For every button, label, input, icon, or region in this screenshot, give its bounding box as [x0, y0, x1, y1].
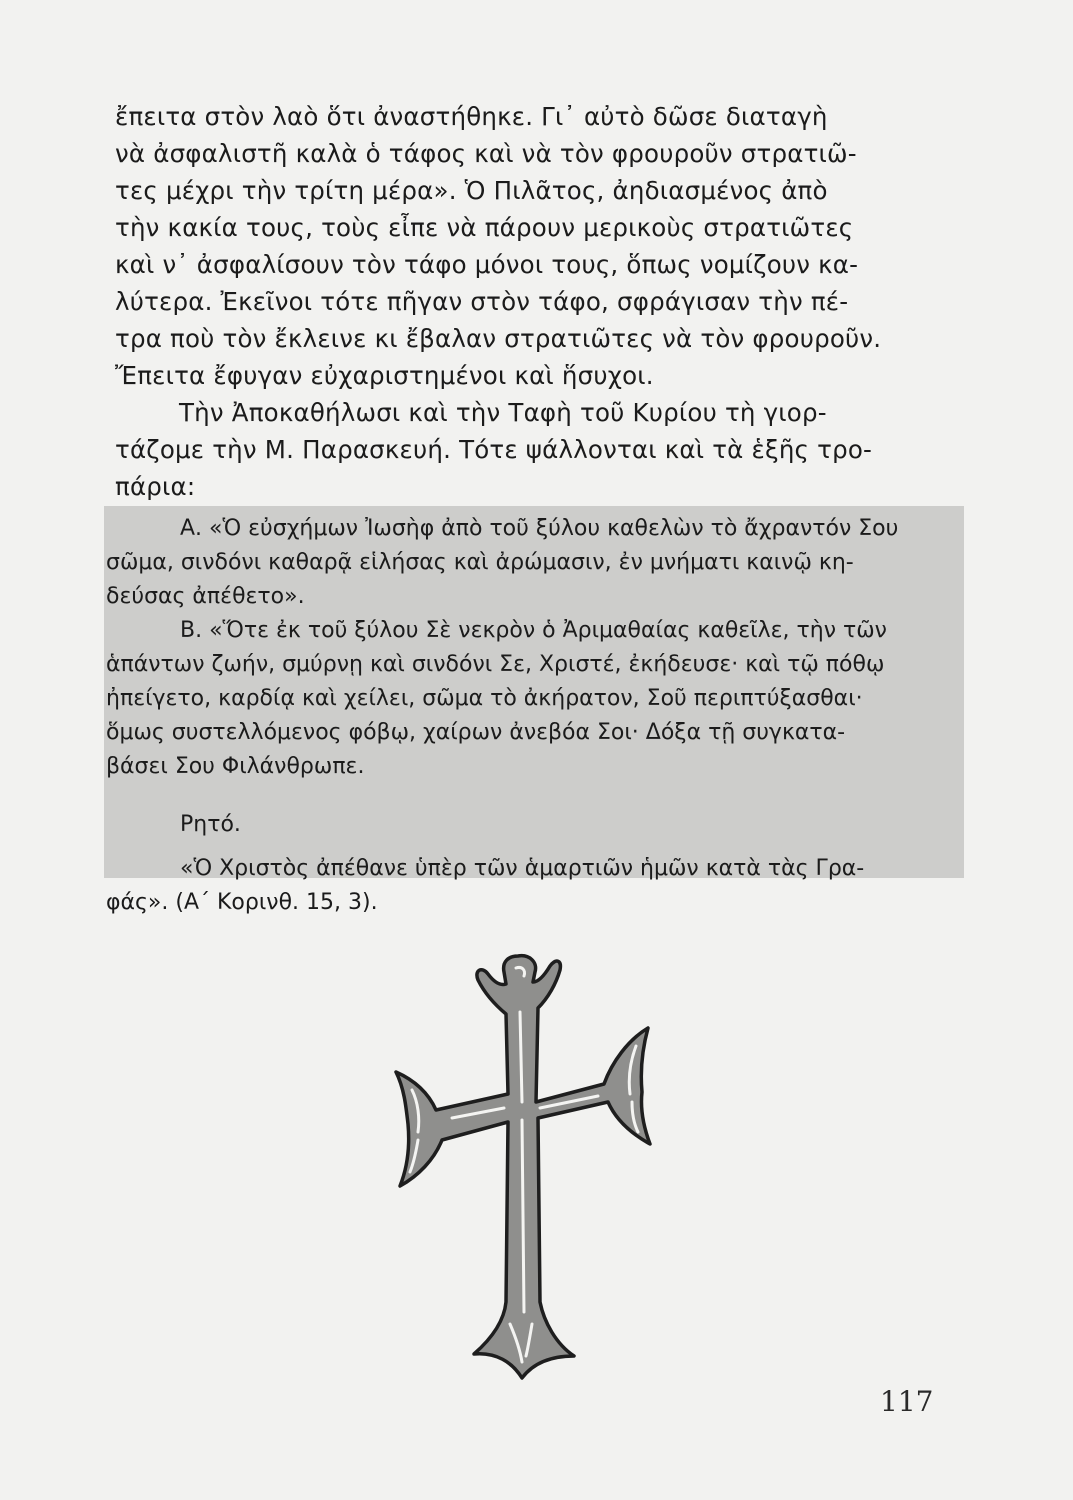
troparion-a-line: δεύσας ἀπέθετο».: [106, 584, 305, 609]
rhto-line: «Ὁ Χριστὸς ἀπέθανε ὑπὲρ τῶν ἁμαρτιῶν ἡμῶν κατὰ τὰς Γρα-: [180, 856, 865, 881]
cross-illustration: [392, 952, 660, 1382]
rhto-line: φάς». (Α΄ Κορινθ. 15, 3).: [106, 890, 378, 915]
main-text: [115, 98, 965, 505]
text-line: καὶ ν᾽ ἀσφαλίσουν τὸν τάφο μόνοι τους, ὅπως νομίζουν κα-: [115, 250, 859, 279]
text-line: τρα ποὺ τὸν ἔκλεινε κι ἔβαλαν στρατιῶτες νὰ τὸν φρουροῦν.: [115, 324, 882, 353]
text-line: τες μέχρι τὴν τρίτη μέρα». Ὁ Πιλᾶτος, ἀηδιασμένος ἀπὸ: [115, 176, 828, 205]
troparion-b-line: ἁπάντων ζωήν, σμύρνῃ καὶ σινδόνι Σε, Χριστέ, ἐκήδευσε· καὶ τῷ πόθῳ: [106, 652, 885, 677]
rhto-label: Ρητό.: [180, 812, 241, 837]
text-line: πάρια:: [115, 472, 196, 501]
text-line: λύτερα. Ἐκεῖνοι τότε πῆγαν στὸν τάφο, σφράγισαν τὴν πέ-: [115, 287, 849, 316]
troparion-b-line: ὅμως συστελλόμενος φόβῳ, χαίρων ἀνεβόα Σοι· Δόξα τῇ συγκατα-: [106, 720, 846, 745]
text-line: τὴν κακία τους, τοὺς εἶπε νὰ πάρουν μερικοὺς στρατιῶτες: [115, 213, 854, 242]
text-line: Ἔπειτα ἔφυγαν εὐχαριστημένοι καὶ ἥσυχοι.: [115, 361, 654, 390]
page-number: 117: [880, 1385, 934, 1418]
troparion-a-line: Α. «Ὁ εὐσχήμων Ἰωσὴφ ἀπὸ τοῦ ξύλου καθελὼν τὸ ἄχραντόν Σου: [180, 516, 899, 541]
troparion-b-line: βάσει Σου Φιλάνθρωπε.: [106, 754, 365, 779]
text-line: Τὴν Ἀποκαθήλωσι καὶ τὴν Ταφὴ τοῦ Κυρίου τὴ γιορ-: [179, 398, 827, 427]
troparion-b-line: Β. «Ὅτε ἐκ τοῦ ξύλου Σὲ νεκρὸν ὁ Ἀριμαθαίας καθεῖλε, τὴν τῶν: [180, 618, 887, 643]
cross-icon: [392, 952, 660, 1382]
troparion-b-line: ἠπείγετο, καρδίᾳ καὶ χείλει, σῶμα τὸ ἀκήρατον, Σοῦ περιπτύξασθαι·: [106, 686, 863, 711]
troparia-text: [106, 512, 960, 920]
troparion-a-line: σῶμα, σινδόνι καθαρᾷ εἱλήσας καὶ ἀρώμασιν, ἐν μνήματι καινῷ κη-: [106, 550, 854, 575]
text-line: νὰ ἀσφαλιστῆ καλὰ ὁ τάφος καὶ νὰ τὸν φρουροῦν στρατιῶ-: [115, 139, 857, 168]
text-line: ἔπειτα στὸν λαὸ ὅτι ἀναστήθηκε. Γι᾽ αὐτὸ δῶσε διαταγὴ: [115, 102, 828, 131]
text-line: τάζομε τὴν Μ. Παρασκευή. Τότε ψάλλονται καὶ τὰ ἑξῆς τρο-: [115, 435, 873, 464]
